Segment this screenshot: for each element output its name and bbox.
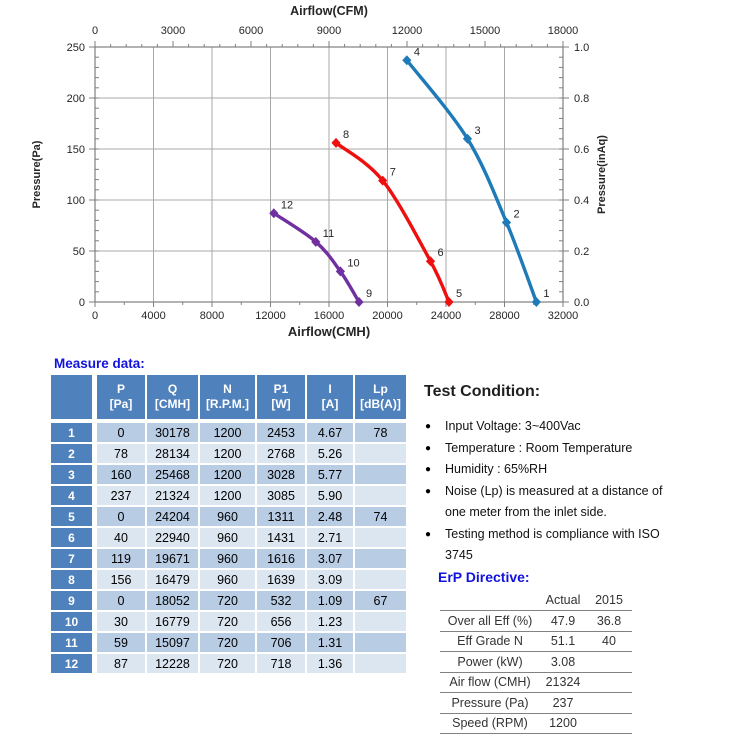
bottom-axis-title: Airflow(CMH): [287, 324, 371, 339]
measure-row-number: 12: [51, 654, 95, 673]
svg-text:200: 200: [66, 93, 85, 105]
measure-cell: 160: [97, 465, 145, 484]
measure-cell: 15097: [147, 633, 198, 652]
test-condition-item: ● Input Voltage: 3~400Vac: [424, 416, 682, 438]
measure-cell: 4.67: [307, 423, 353, 442]
test-condition-item: ● Noise (Lp) is measured at a distance of one meter from the inlet side.: [424, 481, 682, 524]
measure-cell: 12228: [147, 654, 198, 673]
measure-cell: 156: [97, 570, 145, 589]
erp-cell: [586, 652, 632, 673]
svg-text:9000: 9000: [316, 25, 342, 37]
data-point-label: 11: [322, 227, 335, 240]
erp-header-cell: Actual: [540, 590, 586, 611]
erp-cell: 3.08: [540, 652, 586, 673]
test-condition-item: ● Humidity : 65%RH: [424, 459, 682, 481]
measure-row-number: 5: [51, 507, 95, 526]
measure-cell: 960: [200, 507, 255, 526]
series-1200-rpm: [402, 46, 549, 307]
right-axis-title: Pressure(inAq): [596, 135, 608, 214]
measure-table-row: [51, 444, 406, 463]
measure-cell: [355, 633, 406, 652]
measure-cell: 5.90: [307, 486, 353, 505]
series-960-rpm: [331, 129, 462, 307]
measure-table-row: [51, 528, 406, 547]
erp-table-row: [440, 672, 632, 693]
axis-tick-labels: [67, 25, 590, 322]
svg-text:28000: 28000: [489, 310, 520, 322]
erp-cell: [586, 713, 632, 734]
svg-text:6000: 6000: [238, 25, 264, 37]
erp-directive-title: ErP Directive:: [438, 569, 530, 585]
measure-cell: 21324: [147, 486, 198, 505]
left-axis-title: Pressure(Pa): [31, 140, 43, 209]
test-condition-title: Test Condition:: [424, 383, 541, 400]
measure-cell: 67: [355, 591, 406, 610]
measure-cell: 18052: [147, 591, 198, 610]
erp-cell: 47.9: [540, 611, 586, 632]
measure-row-number: 2: [51, 444, 95, 463]
measure-table-row: [51, 465, 406, 484]
measure-row-number: 8: [51, 570, 95, 589]
measure-cell: 1311: [257, 507, 305, 526]
measure-header-blank: [51, 375, 95, 421]
measure-cell: 16779: [147, 612, 198, 631]
svg-text:3000: 3000: [160, 25, 186, 37]
svg-text:32000: 32000: [547, 310, 579, 322]
erp-table-row: [440, 652, 632, 673]
erp-cell: [586, 693, 632, 714]
measure-cell: 960: [200, 528, 255, 547]
measure-cell: 1200: [200, 444, 255, 463]
measure-cell: 2.48: [307, 507, 353, 526]
measure-cell: 2453: [257, 423, 305, 442]
measure-cell: 3.09: [307, 570, 353, 589]
measure-table-row: [51, 654, 406, 673]
measure-row-number: 3: [51, 465, 95, 484]
erp-cell: 51.1: [540, 631, 586, 652]
measure-cell: 1200: [200, 486, 255, 505]
erp-header-row: [440, 590, 632, 611]
measure-cell: 5.77: [307, 465, 353, 484]
measure-cell: 706: [257, 633, 305, 652]
measure-column-header: P [Pa]: [97, 375, 145, 421]
chart-gridlines: [95, 47, 563, 302]
measure-cell: 720: [200, 633, 255, 652]
data-point-label: 10: [347, 257, 360, 270]
measure-cell: 2768: [257, 444, 305, 463]
series-line: [274, 213, 359, 302]
measure-cell: 19671: [147, 549, 198, 568]
data-point-label: 2: [513, 208, 520, 221]
measure-cell: 3.07: [307, 549, 353, 568]
svg-text:0.0: 0.0: [574, 297, 590, 309]
svg-text:0.4: 0.4: [574, 195, 590, 207]
measure-cell: [355, 570, 406, 589]
measure-cell: 237: [97, 486, 145, 505]
data-point-label: 3: [474, 124, 481, 137]
measure-row-number: 11: [51, 633, 95, 652]
measure-row-number: 7: [51, 549, 95, 568]
svg-text:250: 250: [66, 42, 85, 54]
svg-text:100: 100: [66, 195, 85, 207]
measure-cell: 22940: [147, 528, 198, 547]
svg-text:50: 50: [72, 246, 85, 258]
svg-text:1.0: 1.0: [574, 42, 590, 54]
measure-cell: [355, 444, 406, 463]
measure-header-row: [51, 375, 406, 421]
measure-cell: 1.23: [307, 612, 353, 631]
erp-cell: Eff Grade N: [440, 631, 540, 652]
measure-cell: 1.31: [307, 633, 353, 652]
measure-cell: 0: [97, 591, 145, 610]
measure-table-row: [51, 423, 406, 442]
measure-cell: 87: [97, 654, 145, 673]
measure-cell: 720: [200, 654, 255, 673]
measure-cell: 3085: [257, 486, 305, 505]
measure-cell: 532: [257, 591, 305, 610]
measure-cell: 119: [97, 549, 145, 568]
measure-cell: 656: [257, 612, 305, 631]
erp-cell: 36.8: [586, 611, 632, 632]
measure-cell: 5.26: [307, 444, 353, 463]
measure-cell: 720: [200, 591, 255, 610]
measure-table-row: [51, 486, 406, 505]
erp-cell: Pressure (Pa): [440, 693, 540, 714]
measure-cell: 718: [257, 654, 305, 673]
measure-cell: [355, 654, 406, 673]
svg-text:20000: 20000: [372, 310, 403, 322]
measure-row-number: 4: [51, 486, 95, 505]
measure-table-row: [51, 591, 406, 610]
data-point-label: 5: [455, 288, 463, 300]
data-point-marker: [532, 297, 541, 307]
svg-text:0: 0: [91, 25, 99, 37]
svg-text:12000: 12000: [391, 25, 423, 37]
measure-cell: 30178: [147, 423, 198, 442]
erp-table-row: [440, 631, 632, 652]
svg-text:4000: 4000: [141, 310, 166, 322]
measure-table-row: [51, 633, 406, 652]
svg-text:8000: 8000: [199, 310, 225, 322]
test-condition-item: ● Temperature : Room Temperature: [424, 438, 682, 460]
measure-cell: 960: [200, 570, 255, 589]
measure-table-row: [51, 549, 406, 568]
erp-cell: Speed (RPM): [440, 713, 540, 734]
measure-cell: [355, 465, 406, 484]
erp-directive-section: [438, 569, 632, 734]
measure-cell: 16479: [147, 570, 198, 589]
erp-header-cell: [440, 590, 540, 611]
measure-cell: 74: [355, 507, 406, 526]
svg-text:15000: 15000: [469, 25, 501, 37]
measure-column-header: I [A]: [307, 375, 353, 421]
erp-table-row: [440, 611, 632, 632]
measure-cell: 24204: [147, 507, 198, 526]
svg-text:0: 0: [91, 310, 99, 322]
measure-table-row: [51, 507, 406, 526]
erp-header-cell: 2015: [586, 590, 632, 611]
measure-data-title: Measure data:: [54, 356, 145, 371]
measure-cell: 1.36: [307, 654, 353, 673]
measure-cell: [355, 549, 406, 568]
measure-cell: 2.71: [307, 528, 353, 547]
erp-cell: 237: [540, 693, 586, 714]
data-point-label: 12: [280, 199, 294, 212]
svg-text:16000: 16000: [313, 310, 345, 322]
measure-cell: 30: [97, 612, 145, 631]
measure-cell: 40: [97, 528, 145, 547]
erp-table-row: [440, 693, 632, 714]
test-condition-list: [424, 416, 682, 567]
measure-data-table: [49, 373, 408, 675]
svg-text:0.6: 0.6: [574, 144, 590, 156]
measure-cell: 1.09: [307, 591, 353, 610]
series-720-rpm: [269, 199, 372, 307]
measure-cell: 1200: [200, 423, 255, 442]
measure-cell: 3028: [257, 465, 305, 484]
data-point-label: 8: [343, 128, 350, 141]
measure-cell: 1431: [257, 528, 305, 547]
measure-cell: [355, 486, 406, 505]
measure-cell: 78: [355, 423, 406, 442]
erp-cell: Power (kW): [440, 652, 540, 673]
svg-text:150: 150: [66, 144, 85, 156]
measure-cell: 28134: [147, 444, 198, 463]
erp-table-row: [440, 713, 632, 734]
measure-cell: [355, 528, 406, 547]
measure-row-number: 1: [51, 423, 95, 442]
measure-row-number: 10: [51, 612, 95, 631]
measure-row-number: 6: [51, 528, 95, 547]
svg-text:0.8: 0.8: [574, 93, 590, 105]
svg-text:0.2: 0.2: [574, 246, 590, 258]
measure-table-head: [51, 375, 406, 421]
data-point-label: 7: [389, 166, 396, 179]
measure-cell: 25468: [147, 465, 198, 484]
svg-text:24000: 24000: [430, 310, 462, 322]
erp-cell: 21324: [540, 672, 586, 693]
svg-text:0: 0: [78, 297, 85, 309]
top-axis-title: Airflow(CFM): [290, 4, 368, 18]
measure-cell: 960: [200, 549, 255, 568]
test-condition-item: ● Testing method is compliance with ISO 3745: [424, 524, 682, 567]
data-point-label: 9: [366, 288, 373, 300]
erp-cell: Air flow (CMH): [440, 672, 540, 693]
measure-cell: 0: [97, 423, 145, 442]
erp-cell: Over all Eff (%): [440, 611, 540, 632]
erp-table: [440, 590, 632, 734]
measure-column-header: Lp [dB(A)]: [355, 375, 406, 421]
performance-chart: [0, 0, 750, 352]
measure-table-row: [51, 612, 406, 631]
measure-table-row: [51, 570, 406, 589]
measure-table-body: [51, 423, 406, 673]
test-condition-section: [424, 383, 724, 567]
measure-cell: 1616: [257, 549, 305, 568]
measure-cell: 1200: [200, 465, 255, 484]
series-line: [407, 60, 537, 302]
erp-cell: 1200: [540, 713, 586, 734]
measure-cell: 1639: [257, 570, 305, 589]
measure-cell: [355, 612, 406, 631]
data-point-label: 4: [413, 46, 420, 59]
erp-cell: [586, 672, 632, 693]
data-point-label: 6: [437, 247, 444, 260]
measure-column-header: Q [CMH]: [147, 375, 198, 421]
measure-column-header: N [R.P.M.]: [200, 375, 255, 421]
measure-cell: 78: [97, 444, 145, 463]
erp-cell: 40: [586, 631, 632, 652]
measure-row-number: 9: [51, 591, 95, 610]
measure-cell: 720: [200, 612, 255, 631]
measure-cell: 59: [97, 633, 145, 652]
svg-text:18000: 18000: [547, 25, 579, 37]
svg-text:12000: 12000: [255, 310, 286, 322]
measure-cell: 0: [97, 507, 145, 526]
data-point-label: 1: [543, 288, 550, 300]
measure-column-header: P1 [W]: [257, 375, 305, 421]
